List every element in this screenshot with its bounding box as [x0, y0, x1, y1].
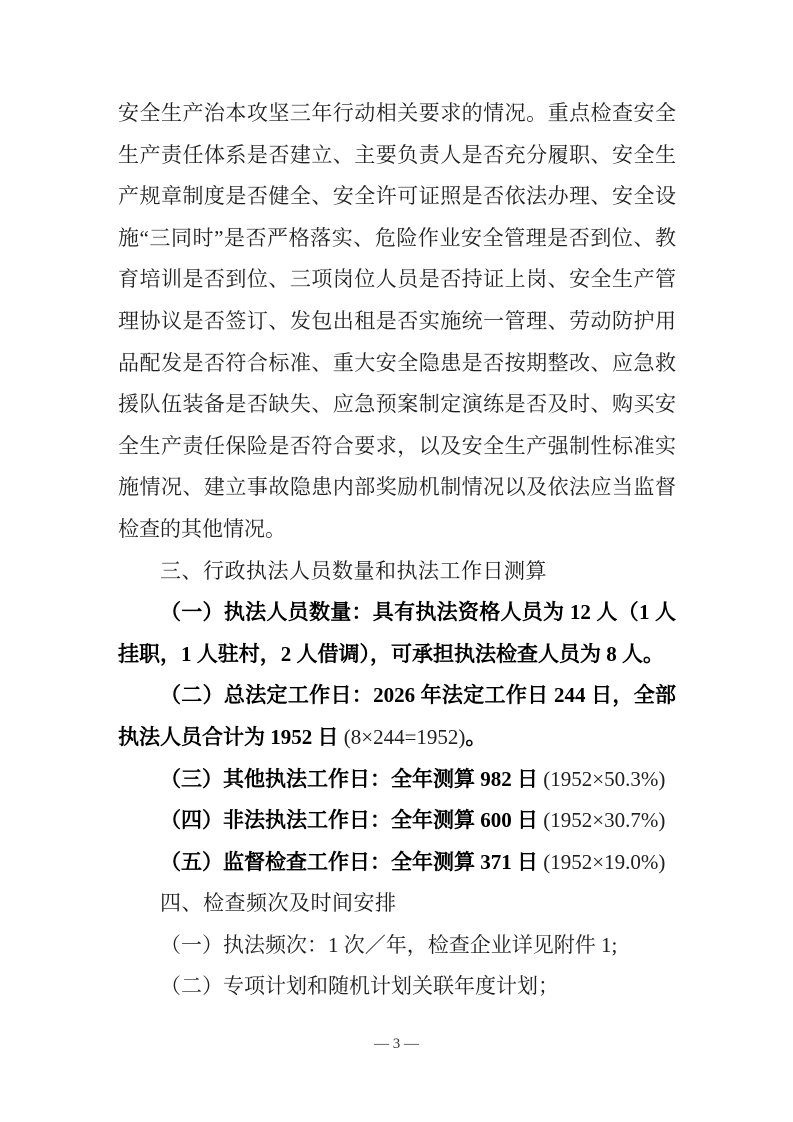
item-bold-text: （四）非法执法工作日：全年测算 600 日	[160, 808, 538, 833]
item-bold-text: （五）监督检查工作日：全年测算 371 日	[160, 849, 538, 874]
supervision-inspection-workdays-item	[118, 842, 676, 884]
item-regular-text: (1952×19.0%)	[538, 849, 666, 874]
item-bold-text: （一）执法人员数量：具有执法资格人员为 12 人（1 人挂职，1 人驻村，2 人借调），可承担执法检查人员为 8 人。	[118, 600, 676, 666]
item-bold-text: （二）总法定工作日：2026 年法定工作日 244 日，全部执法人员合计为 1952 日	[118, 683, 676, 749]
non-enforcement-workdays-item	[118, 800, 676, 842]
page-footer	[0, 1036, 793, 1053]
enforcement-frequency-item: （一）执法频次：1 次／年，检查企业详见附件 1;	[160, 932, 618, 957]
item-regular-text: (8×244=1952)	[338, 724, 466, 749]
section-4-heading: 四、检查频次及时间安排	[160, 891, 397, 916]
item-bold-text: （三）其他执法工作日：全年测算 982 日	[160, 766, 538, 791]
item-regular-text: (1952×30.7%)	[538, 808, 666, 833]
section-3-heading: 三、行政执法人员数量和执法工作日测算	[160, 558, 547, 583]
total-statutory-workdays-item	[118, 675, 676, 758]
other-enforcement-workdays-item	[118, 759, 676, 801]
document-body	[118, 93, 676, 1008]
item-regular-text: (1952×50.3%)	[538, 766, 666, 791]
item-tail-text: 。	[465, 724, 487, 749]
enforcement-staff-count-item	[118, 592, 676, 675]
page-number: — 3 —	[374, 1036, 419, 1052]
plan-linkage-item: （二）专项计划和随机计划关联年度计划；	[160, 974, 559, 999]
intro-paragraph: 安全生产治本攻坚三年行动相关要求的情况。重点检查安全生产责任体系是否建立、主要负责人是否充分履职、安全生产规章制度是否健全、安全许可证照是否依法办理、安全设施“三同时”是否严格落实、危险作业安全管理是否到位、教育培训是否到位、三项岗位人员是否持证上岗、安全生产管理协议是否签订、发包出租是否实施统一管理、劳动防护用品配发是否符合标准、重大安全隐患是否按期整改、应急救援队伍装备是否缺失、应急预案制定演练是否及时、购买安全生产责任保险是否符合要求，以及安全生产强制性标准实施情况、建立事故隐患内部奖励机制情况以及依法应当监督检查的其他情况。	[118, 101, 676, 541]
